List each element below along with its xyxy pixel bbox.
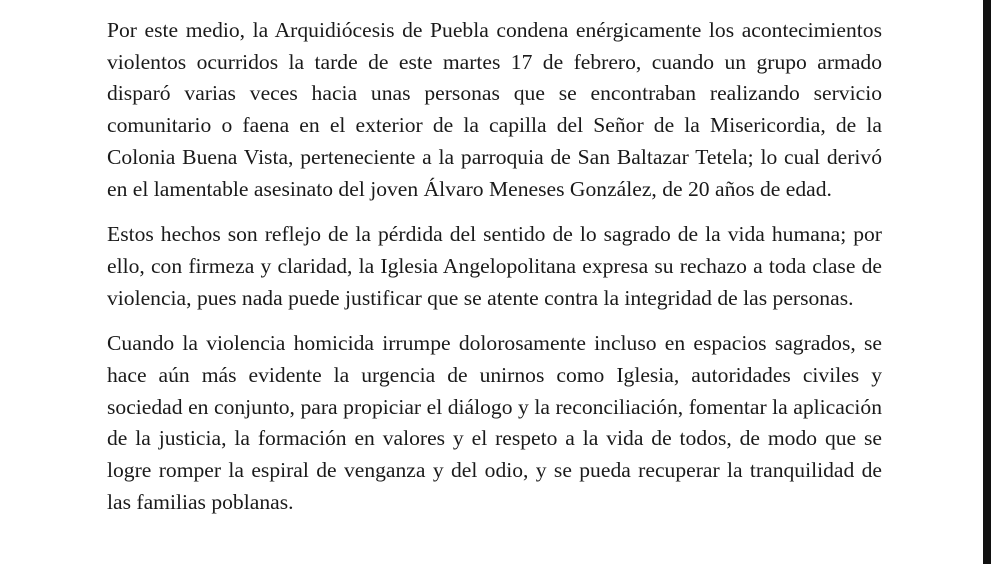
paragraph-call-to-unity: Cuando la violencia homicida irrumpe dolorosamente incluso en espacios sagrados, se hace aún más evidente la urgencia de unirnos como Iglesia, autoridades civiles y sociedad en conjunto, para propiciar el diálogo y la reconciliación, fomentar la aplicación de la justicia, la formación en valores y el respeto a la vida de todos, de modo que se logre romper la espiral de venganza y del odio, y se pueda recuperar la tranquilidad de las familias poblanas. [107, 331, 882, 514]
document-body [107, 15, 882, 533]
page-edge-border [983, 0, 991, 564]
paragraph-sacred-life: Estos hechos son reflejo de la pérdida del sentido de lo sagrado de la vida humana; por ello, con firmeza y claridad, la Iglesia Angelopolitana expresa su rechazo a toda clase de violencia, pues nada puede justificar que se atente contra la integridad de las personas. [107, 222, 882, 310]
paragraph-condemnation: Por este medio, la Arquidiócesis de Puebla condena enérgicamente los acontecimientos violentos ocurridos la tarde de este martes 17 de febrero, cuando un grupo armado disparó varias veces hacia unas personas que se encontraban realizando servicio comunitario o faena en el exterior de la capilla del Señor de la Misericordia, de la Colonia Buena Vista, perteneciente a la parroquia de San Baltazar Tetela; lo cual derivó en el lamentable asesinato del joven Álvaro Meneses González, de 20 años de edad. [107, 18, 882, 201]
